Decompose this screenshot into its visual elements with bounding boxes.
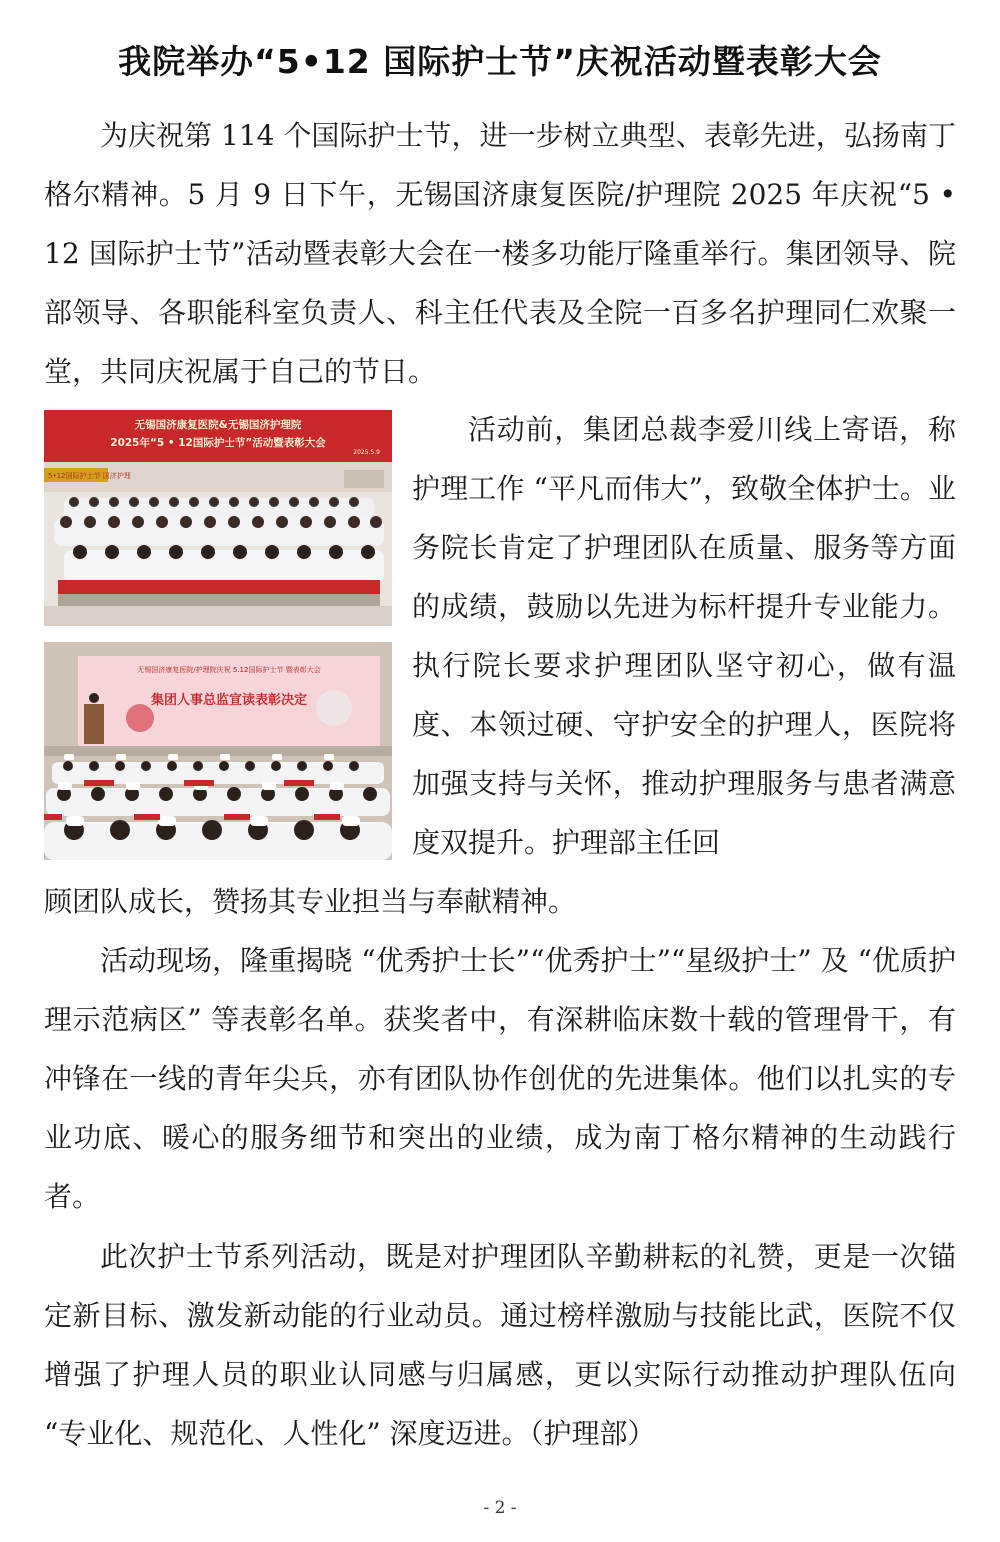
ceremony-photo-image	[44, 642, 392, 860]
photo-banner	[44, 410, 392, 462]
ceremony-photo	[44, 642, 392, 860]
page-number: - 2 -	[483, 1498, 517, 1518]
paragraph-2-beside-photos: 活动前，集团总裁李爱川线上寄语，称护理工作 “平凡而伟大”，致敬全体护士。业务院长肯定了护理团队在质量、服务等方面的成绩，鼓励以先进为标杆提升专业能力。执行院长要求护理团队坚守初心，做有温度、本领过硬、守护安全的护理人，医院将加强支持与关怀，推动护理服务与患者满意度双提升。护理部主任回	[412, 413, 956, 859]
photo-banner-date: 2025.5.9	[353, 449, 380, 456]
paragraph-2-continued: 顾团队成长，赞扬其专业担当与奉献精神。	[44, 885, 577, 918]
paragraph-1: 为庆祝第 114 个国际护士节，进一步树立典型、表彰先进，弘扬南丁格尔精神。5 月 9 日下午，无锡国济康复医院/护理院 2025 年庆祝“5 • 12 国际护士节”活动暨表彰大会在一楼多功能厅隆重举行。集团领导、院部领导、各职能科室负责人、科主任代表及全院一百多名护理同仁欢聚一堂，共同庆祝属于自己的节日。	[44, 119, 956, 388]
group-photo-image	[44, 410, 392, 626]
stage-screen-title: 集团人事总监宣读表彰决定	[150, 693, 308, 708]
paragraph-3: 活动现场，隆重揭晓 “优秀护士长”“优秀护士”“星级护士” 及 “优质护理示范病区” 等表彰名单。获奖者中，有深耕临床数十载的管理骨干，有冲锋在一线的青年尖兵，亦有团队协作创优的先进集体。他们以扎实的专业功底、暖心的服务细节和突出的业绩，成为南丁格尔精神的生动践行者。	[44, 944, 956, 1213]
photo-side-sign: 5•12国际护士节 国济护理	[48, 472, 131, 480]
group-photo	[44, 410, 392, 626]
photo-banner-line2: 2025年“5 • 12国际护士节”活动暨表彰大会	[110, 437, 326, 449]
paragraph-4: 此次护士节系列活动，既是对护理团队辛勤耕耘的礼赞，更是一次锚定新目标、激发新动能的行业动员。通过榜样激励与技能比武，医院不仅增强了护理人员的职业认同感与归属感，更以实际行动推动护理队伍向 “专业化、规范化、人性化” 深度迈进。（护理部）	[44, 1240, 956, 1450]
photo-banner-line1: 无锡国济康复医院&无锡国济护理院	[134, 419, 302, 431]
stage-screen-top: 无锡国济康复医院/护理院庆祝 5.12国际护士节 暨表彰大会	[137, 666, 321, 674]
photo-table-cloth	[58, 580, 380, 594]
article-title: 我院举办“5•12 国际护士节”庆祝活动暨表彰大会	[118, 42, 882, 81]
